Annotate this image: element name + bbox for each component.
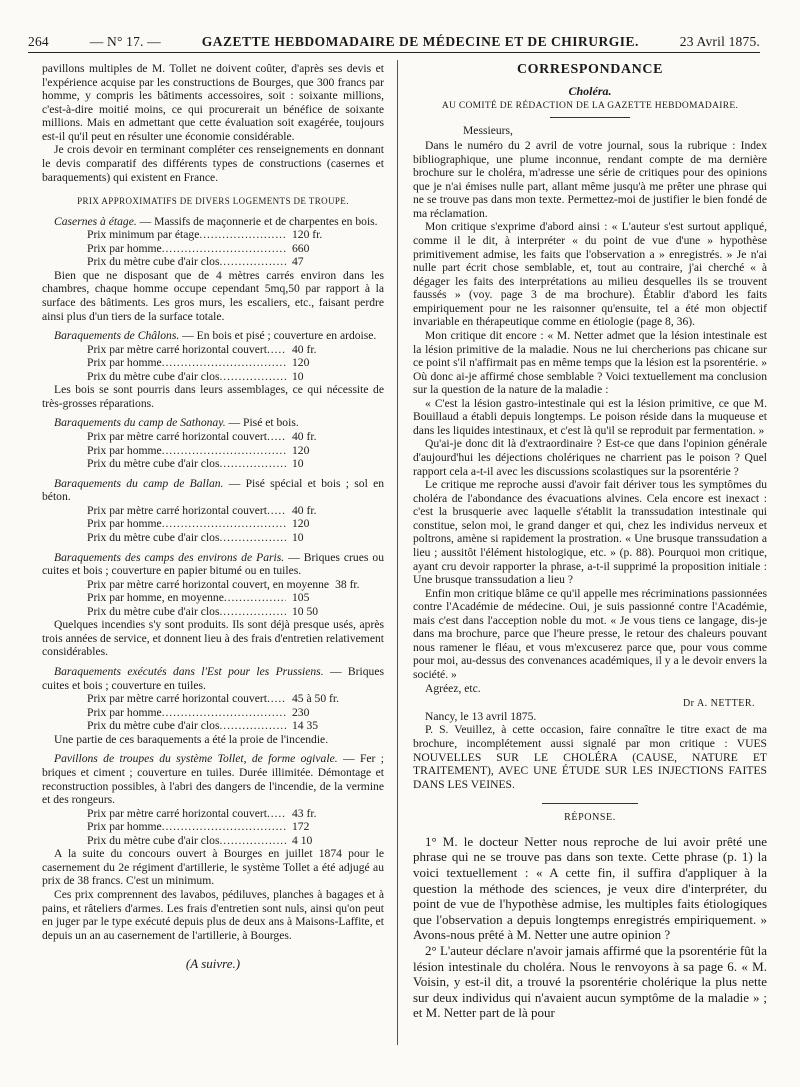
price-row: Prix par homme, en moyenne . . . 105: [42, 591, 384, 605]
section-ballan: [42, 477, 384, 545]
place-date: Nancy, le 13 avril 1875.: [425, 709, 537, 723]
section-description: — Pisé et bois.: [225, 416, 299, 430]
section-tollet: [42, 752, 384, 942]
intro-paragraph-2: Je crois devoir en terminant compléter ces renseignements en donnant le devis comparatif des différents types de constructions (casernes et baraquements) qui existent en France.: [42, 143, 384, 184]
column-divider: [397, 60, 398, 1045]
section-heading: Pavillons de troupes du système Tollet, de forme ogivale.: [54, 752, 338, 766]
correspondence-subtitle: Choléra.: [568, 84, 612, 99]
left-column: [42, 62, 384, 971]
reply-paragraph: 2° L'auteur déclare n'avoir jamais affirmé que la psorentérie fût la lésion intestinale du choléra. Nous le renvoyons à sa page 6. « M. Voisin, y est-il dit, a trouvé la psorentérie cholérique la plus nette sur deux individus qui n'avaient aucun symptôme de la maladie » ; et M. Netter part de là pour: [413, 943, 767, 1021]
price-row: Prix par mètre carré horizontal couvert . . . 40 fr.: [42, 343, 384, 357]
section-heading: Baraquements du camp de Sathonay.: [54, 416, 226, 430]
reply-paragraph: 1° M. le docteur Netter nous reproche de lui avoir prêté une phrase qui ne se trouve pas dans son texte. Cette phrase (p. 1) la voici textuellement : « A cette fin, il suffira d'appliquer à la question la méthode des sciences, je veux dire d'interpréter, du point de vue de l'hypothèse admise, les multiples faits étiologiques que l'observation a depuis longtemps enregistrés empiriquement. » Avons-nous prêté à M. Netter une autre opinion ?: [413, 833, 767, 943]
price-row: Prix du mètre cube d'air clos . . . 47: [42, 255, 384, 269]
postscript: P. S. Veuillez, à cette occasion, faire connaître le titre exact de ma brochure, incomplétement aussi signalé par mon critique : VUES NOUVELLES SUR LE CHOLÉRA (CAUSE, NATURE ET TRAITEMENT), AVEC UNE ÉTUDE SUR LES INJECTIONS FAITES DANS LES VEINES.: [413, 723, 767, 791]
price-row: Prix par homme . . . 172: [42, 820, 384, 834]
price-row: Prix par mètre carré horizontal couvert . . . 45 à 50 fr.: [42, 692, 384, 706]
letter-paragraph: Mon critique dit encore : « M. Netter admet que la lésion intestinale est la lésion primitive de la maladie. Nous ne lui chercherions pas chicane sur ce point s'il n'affirmait pas en même temps que la lésion est la psorentérie. » Où donc ai-je affirmé chose semblable ? Voici textuellement ma conclusion sur la question de la nature de la maladie :: [413, 328, 767, 397]
price-row: Prix du mètre cube d'air clos . . . 10: [42, 457, 384, 471]
price-row: Prix du mètre cube d'air clos . . . 10 50: [42, 605, 384, 619]
section-paris: [42, 551, 384, 660]
price-row: Prix du mètre cube d'air clos . . . 10: [42, 531, 384, 545]
section-note: Une partie de ces baraquements a été la proie de l'incendie.: [54, 732, 329, 746]
section-description: — Pisé spécial et bois ; sol en béton.: [42, 476, 385, 504]
letter-paragraph: Qu'ai-je donc dit là d'extraordinaire ? Est-ce que dans l'opinion générale d'aujourd'hui les déjections cholériques ne charrient pas le poison ? Quel rapport cela a-t-il avec les discussions scolastiques sur la psorentérie ?: [413, 437, 767, 478]
section-note: A la suite du concours ouvert à Bourges en juillet 1874 pour le casernement du 2e régiment d'artillerie, le système Tollet a été adjugé au prix de 38 francs. C'est un minimum.: [42, 847, 384, 888]
section-description: — Briques crues ou cuites et bois ; couverture en papier bitumé ou en tuiles.: [42, 550, 384, 578]
section-chalons: [42, 329, 384, 410]
section-sathonay: [42, 416, 384, 470]
letter-paragraph: Enfin mon critique blâme ce qu'il appelle mes récriminations passionnées contre l'Académie de médecine. Oui, je suis passionné contre l'Académie, mais c'est dans l'acception noble du mot. « Je vous tiens ce langage, dis-je dans ma brochure, parce que l'heure presse, le retour des chaleurs pouvant nous ramener le fléau, et vous m'excuserez parce que, pour vous comme pour moi, au-dessus des convenances académiques, il y a le devoir envers la société. »: [413, 586, 767, 682]
letter-paragraph: Mon critique s'exprime d'abord ainsi : « L'auteur s'est surtout appliqué, comme il le dit, à interpréter « du point de vue d'une » hypothèse primitivement admise, les faits que l'observation a » enregistrés. » Je n'ai nulle part écrit chose semblable, et, tout au contraire, j'ai cherché « à dégager les faits des interprétations au milieu desquelles ils se trouvent faussés » (voy. page 3 de ma brochure). Établir d'abord les faits empiriquement pour ne les raisonner qu'ensuite, tel a été mon objectif invariable en thérapeutique comme en étiologie (page 8, 36).: [413, 220, 767, 329]
right-column: [413, 62, 767, 1021]
price-row: Prix minimum par étage . . . 120 fr.: [42, 228, 384, 242]
journal-title: GAZETTE HEBDOMADAIRE DE MÉDECINE ET DE CHIRURGIE.: [201, 34, 639, 50]
issue-number: — N° 17. —: [89, 34, 161, 50]
page-number: 264: [28, 34, 49, 50]
section-heading: Casernes à étage.: [54, 214, 137, 228]
section-casernes: [42, 215, 384, 324]
section-description: — Fer ; briques et ciment ; couverture en tuiles. Durée illimitée. Démontage et reconstruction possibles, à l'abri des dangers de l'incendie, de la vermine et des rongeurs.: [42, 752, 384, 807]
price-row: Prix par mètre carré horizontal couvert . . . 40 fr.: [42, 504, 384, 518]
signature: Dr A. NETTER.: [682, 698, 755, 710]
price-row: Prix par mètre carré horizontal couvert, en moyenne 38 fr.: [87, 577, 360, 591]
correspondence-title: CORRESPONDANCE: [516, 62, 664, 77]
section-heading: Baraquements de Châlons.: [54, 329, 180, 343]
section-note: Quelques incendies s'y sont produits. Ils sont déjà presque usés, après trois années de service, et donnent lieu à des frais d'entretien relativement considérables.: [42, 618, 384, 659]
section-note-2: Ces prix comprennent des lavabos, pédiluves, planches à bagages et à pains, et râteliers d'armes. Les frais d'entretien sont nuls, ainsi qu'on peut en juger par le type exécuté depuis plus de deux ans à Maisons-Laffite, et depuis un an au casernement de l'artillerie, à Bourges.: [42, 888, 384, 942]
price-row: Prix du mètre cube d'air clos . . . 10: [42, 370, 384, 384]
section-description: — Briques cuites et bois ; couverture en tuiles.: [42, 665, 384, 692]
to-be-continued: (A suivre.): [185, 956, 241, 972]
section-description: — Massifs de maçonnerie et de charpentes en bois.: [136, 214, 378, 228]
divider: [542, 803, 638, 804]
salutation: Messieurs,: [463, 123, 513, 137]
price-row: Prix du mètre cube d'air clos . . . 14 35: [42, 719, 384, 733]
issue-date: 23 Avril 1875.: [679, 34, 760, 50]
letter-paragraph: « C'est la lésion gastro-intestinale qui est la lésion primitive, ce que M. Bouillaud a établi depuis longtemps. Le poison réside dans la muqueuse et dans les liquides intestinaux, et c'est là qu'il se reproduit par fermentation. »: [413, 396, 767, 437]
price-row: Prix par mètre carré horizontal couvert . . . 43 fr.: [42, 807, 384, 821]
intro-paragraph: pavillons multiples de M. Tollet ne doivent coûter, d'après ses devis et l'expérience acquise par les constructions de Bourges, que 300 francs par homme, y compris les bâtiments accessoires, soit : soixante millions, c'est-à-dire moitié moins, ce qui procurerait un bénéfice de soixante millions. Mais en admettant que cette évaluation soit exagérée, toujours est-il qu'il peut en résulter une économie considérable.: [42, 62, 384, 143]
reply-title: RÉPONSE.: [564, 812, 616, 824]
price-row: Prix du mètre cube d'air clos . . . 4 10: [42, 834, 384, 848]
section-note: Bien que ne disposant que de 4 mètres carrés environ dans les chambres, chaque homme occupe cependant 5mq,50 par rapport à la surface des bâtiments. Les gros murs, les escaliers, etc., faisant perdre ainsi plus d'un tiers de la surface totale.: [42, 268, 384, 323]
closing: Agréez, etc.: [425, 681, 481, 695]
section-prussiens: [42, 665, 384, 746]
section-heading: Baraquements exécutés dans l'Est pour les Prussiens.: [54, 665, 324, 679]
letter-paragraph: Le critique me reproche aussi d'avoir fait dériver tous les symptômes du choléra de l'abondance des évacuations alvines. Cela encore est inexact : c'est la brusquerie avec laquelle s'établit la transsudation intestinale qui constitue, selon moi, le grand danger et qui, chez les individus nerveux et poltrons, amène si rapidement la prostration. « Une brusque transsudation a lieu ; aussitôt l'élément histologique, etc. » (p. 88). Pourquoi mon critique, ayant cru devoir rapporter la phrase, a-t-il supprimé la proposition initiale : Une brusque transsudation a lieu ?: [413, 478, 767, 587]
addressee: AU COMITÉ DE RÉDACTION DE LA GAZETTE HEBDOMADAIRE.: [441, 101, 739, 112]
letter-paragraph: Dans le numéro du 2 avril de votre journal, sous la rubrique : Index bibliographique, une plume inconnue, rendant compte de ma dernière brochure sur le choléra, m'adresse une série de critiques pour des opinions que je n'ai émises nulle part, allant même jusqu'à me prêter une phrase qui ne se trouve pas dans mon texte. Permettez-moi de justifier le bien fondé de ma réclamation.: [413, 139, 767, 220]
section-heading: Baraquements des camps des environs de Paris.: [54, 550, 285, 564]
price-row: Prix par homme . . . 660: [42, 242, 384, 256]
price-row: Prix par homme . . . 120: [42, 444, 384, 458]
divider: [550, 117, 630, 118]
price-row: Prix par homme . . . 230: [42, 706, 384, 720]
section-heading: Baraquements du camp de Ballan.: [54, 476, 224, 490]
page-header: [28, 30, 760, 53]
price-row: Prix par mètre carré horizontal couvert . . . 40 fr.: [42, 430, 384, 444]
price-row: Prix par homme . . . 120: [42, 517, 384, 531]
price-table-title: PRIX APPROXIMATIFS DE DIVERS LOGEMENTS DE TROUPE.: [77, 196, 349, 207]
price-row: Prix par homme . . . 120: [42, 356, 384, 370]
section-note: Les bois se sont pourris dans leurs assemblages, ce qui nécessite de très-grosses réparations.: [42, 383, 384, 410]
section-description: — En bois et pisé ; couverture en ardoise.: [179, 329, 377, 343]
